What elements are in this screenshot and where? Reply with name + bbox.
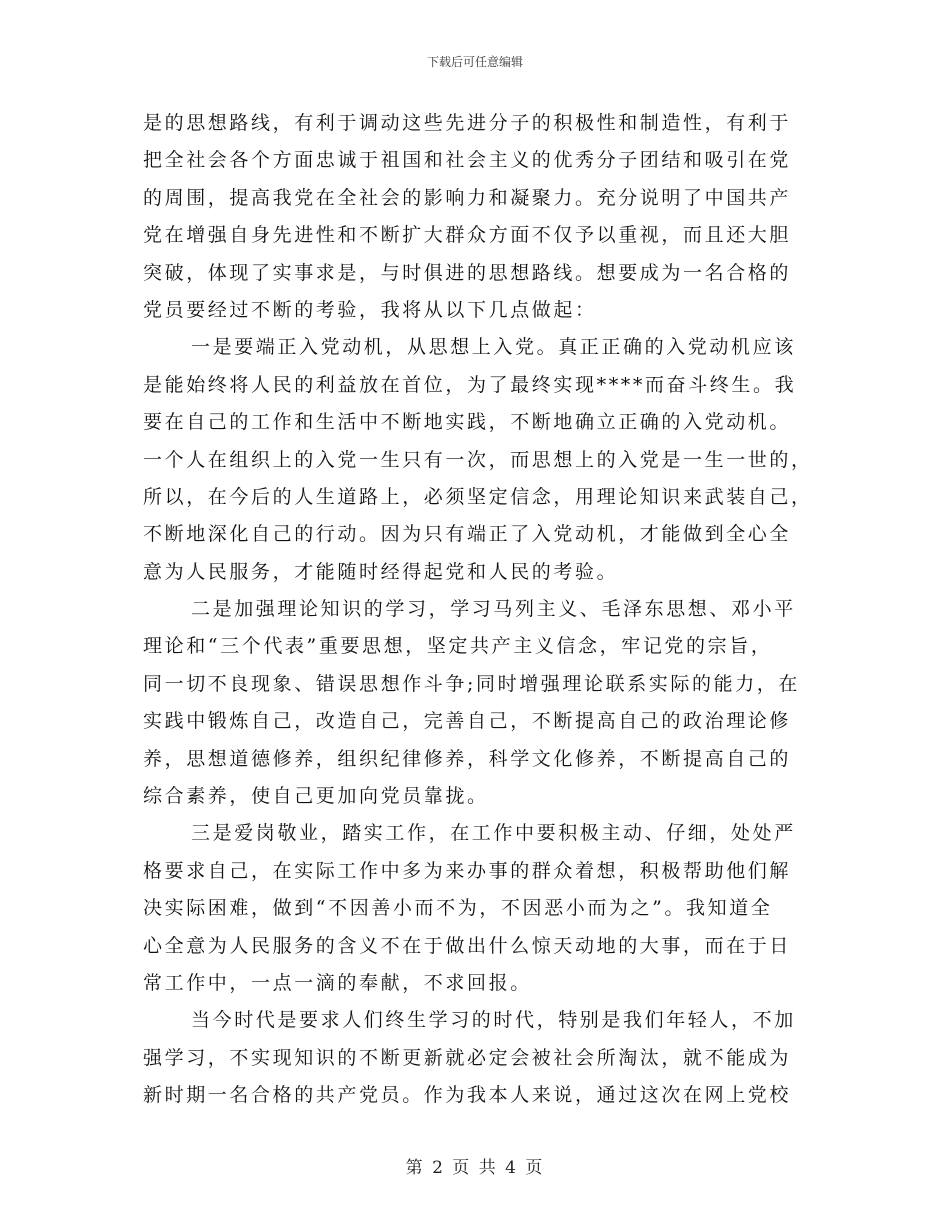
text-line: 的周围，提高我党在全社会的影响力和凝聚力。充分说明了中国共产 bbox=[143, 186, 792, 209]
text-line: 常工作中，一点一滴的奉献，不求回报。 bbox=[143, 971, 532, 994]
document-body bbox=[143, 105, 823, 1115]
page-number-footer: 第 2 页 共 4 页 bbox=[405, 1158, 545, 1178]
text-line: 一是要端正入党动机，从思想上入党。真正正确的入党动机应该 bbox=[191, 336, 796, 359]
text-line: 三是爱岗敬业，踏实工作，在工作中要积极主动、仔细，处处严 bbox=[191, 822, 796, 845]
text-line: 格要求自己，在实际工作中多为来办事的群众着想，积极帮助他们解 bbox=[143, 859, 792, 882]
text-line: 理论和“三个代表”重要思想，坚定共产主义信念，牢记党的宗旨， bbox=[143, 635, 773, 658]
text-line: 是能始终将人民的利益放在首位，为了最终实现****而奋斗终生。我 bbox=[143, 373, 797, 396]
text-line: 所以，在今后的人生道路上，必须坚定信念，用理论知识来武装自己， bbox=[143, 485, 813, 508]
text-line: 当今时代是要求人们终生学习的时代，特别是我们年轻人，不加 bbox=[191, 1009, 796, 1032]
text-line: 是的思想路线，有利于调动这些先进分子的积极性和制造性，有利于 bbox=[143, 112, 792, 134]
text-line: 养，思想道德修养，组织纪律修养，科学文化修养，不断提高自己的 bbox=[143, 747, 792, 770]
text-line: 一个人在组织上的入党一生只有一次，而思想上的入党是一生一世的， bbox=[143, 448, 813, 471]
text-line: 实践中锻炼自己，改造自己，完善自己，不断提高自己的政治理论修 bbox=[143, 710, 792, 733]
text-line: 心全意为人民服务的含义不在于做出什么惊天动地的大事，而在于日 bbox=[143, 934, 792, 957]
text-line: 党员要经过不断的考验，我将从以下几点做起： bbox=[143, 298, 597, 321]
text-line: 意为人民服务，才能随时经得起党和人民的考验。 bbox=[143, 560, 619, 583]
text-line: 决实际困难，做到“不因善小而不为，不因恶小而为之”。我知道全 bbox=[143, 897, 773, 920]
text-line: 突破，体现了实事求是，与时俱进的思想路线。想要成为一名合格的 bbox=[143, 261, 792, 284]
text-line: 强学习，不实现知识的不断更新就必定会被社会所淘汰，就不能成为 bbox=[143, 1046, 792, 1069]
text-line: 党在增强自身先进性和不断扩大群众方面不仅予以重视，而且还大胆 bbox=[143, 224, 792, 247]
text-line: 新时期一名合格的共产党员。作为我本人来说，通过这次在网上党校 bbox=[143, 1084, 792, 1107]
text-line: 要在自己的工作和生活中不断地实践，不断地确立正确的入党动机。 bbox=[143, 411, 792, 434]
text-line: 同一切不良现象、错误思想作斗争;同时增强理论联系实际的能力，在 bbox=[143, 672, 801, 695]
text-line: 二是加强理论知识的学习，学习马列主义、毛泽东思想、邓小平 bbox=[191, 598, 796, 621]
text-line: 综合素养，使自己更加向党员靠拢。 bbox=[143, 785, 489, 808]
text-line: 不断地深化自己的行动。因为只有端正了入党动机，才能做到全心全 bbox=[143, 523, 792, 546]
text-line: 把全社会各个方面忠诚于祖国和社会主义的优秀分子团结和吸引在党 bbox=[143, 149, 792, 172]
page-header: 下载后可任意编辑 bbox=[426, 55, 523, 69]
